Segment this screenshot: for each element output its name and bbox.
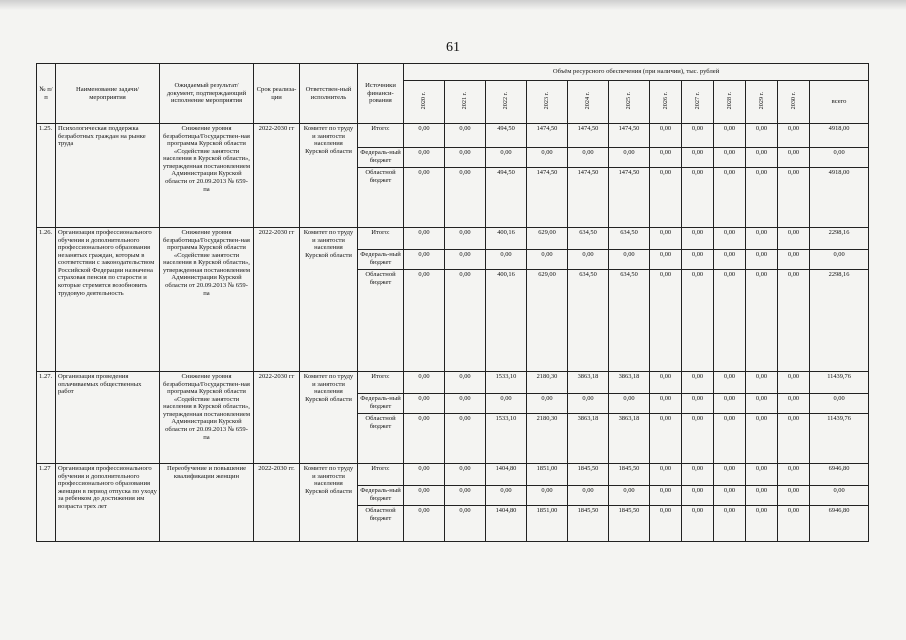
value-cell: 629,00 <box>527 270 568 372</box>
row-period: 2022-2030 гг <box>254 124 300 228</box>
value-cell: 0,00 <box>445 464 486 486</box>
value-cell: 0,00 <box>746 414 778 464</box>
value-cell: 0,00 <box>778 464 810 486</box>
value-cell: 0,00 <box>650 124 682 148</box>
row-executor: Комитет по труду и занятости населения Курской области <box>300 124 358 228</box>
value-cell: 0,00 <box>568 486 609 506</box>
header-year <box>568 81 609 124</box>
row-name: Психологическая поддержка безработных граждан на рынке труда <box>56 124 160 228</box>
value-cell: 0,00 <box>609 148 650 168</box>
value-cell: 0,00 <box>650 228 682 250</box>
header-year <box>778 81 810 124</box>
value-cell: 0,00 <box>778 228 810 250</box>
value-cell: 0,00 <box>445 250 486 270</box>
value-cell: 634,50 <box>568 228 609 250</box>
value-cell: 0,00 <box>486 486 527 506</box>
table-row <box>37 464 869 486</box>
value-cell: 2180,30 <box>527 372 568 394</box>
value-cell: 1474,50 <box>568 124 609 148</box>
value-cell: 629,00 <box>527 228 568 250</box>
header-row <box>37 64 869 81</box>
row-name: Организация проведения оплачиваемых общественных работ <box>56 372 160 464</box>
value-cell: 0,00 <box>778 414 810 464</box>
row-num: 1.27 <box>37 464 56 542</box>
value-cell: 0,00 <box>714 168 746 228</box>
value-cell: 0,00 <box>527 486 568 506</box>
header-source: Источники финанси-рования <box>358 64 404 124</box>
value-cell: 0,00 <box>746 464 778 486</box>
value-cell: 1533,10 <box>486 414 527 464</box>
value-cell: 1851,00 <box>527 506 568 542</box>
total-cell: 0,00 <box>810 486 869 506</box>
value-cell: 0,00 <box>682 414 714 464</box>
value-cell: 0,00 <box>682 270 714 372</box>
value-cell: 0,00 <box>404 168 445 228</box>
row-executor: Комитет по труду и занятости населения Курской области <box>300 372 358 464</box>
value-cell: 0,00 <box>714 250 746 270</box>
source-label: Федераль-ный бюджет <box>358 486 404 506</box>
value-cell: 1845,50 <box>568 464 609 486</box>
header-num: № п/п <box>37 64 56 124</box>
value-cell: 0,00 <box>445 148 486 168</box>
table-row <box>37 124 869 148</box>
value-cell: 1474,50 <box>568 168 609 228</box>
source-label: Федераль-ный бюджет <box>358 250 404 270</box>
value-cell: 0,00 <box>609 250 650 270</box>
row-result: Переобучение и повышение квалификации женщин <box>160 464 254 542</box>
value-cell: 0,00 <box>682 250 714 270</box>
value-cell: 0,00 <box>404 414 445 464</box>
value-cell: 1474,50 <box>609 124 650 148</box>
value-cell: 0,00 <box>778 124 810 148</box>
value-cell: 0,00 <box>404 486 445 506</box>
row-num: 1.26. <box>37 228 56 372</box>
total-cell: 4918,00 <box>810 168 869 228</box>
source-label: Итого: <box>358 372 404 394</box>
value-cell: 0,00 <box>714 228 746 250</box>
total-cell: 6946,80 <box>810 464 869 486</box>
value-cell: 0,00 <box>445 506 486 542</box>
value-cell: 0,00 <box>445 414 486 464</box>
value-cell: 494,50 <box>486 124 527 148</box>
row-name: Организация профессионального обучения и дополнительного профессионального образования женщин в период отпуска по уходу за ребенком до достижения им возраста трех лет <box>56 464 160 542</box>
value-cell: 0,00 <box>445 394 486 414</box>
row-num: 1.25. <box>37 124 56 228</box>
value-cell: 0,00 <box>650 168 682 228</box>
value-cell: 0,00 <box>568 148 609 168</box>
total-cell: 11439,76 <box>810 414 869 464</box>
value-cell: 0,00 <box>445 124 486 148</box>
value-cell: 3863,18 <box>568 414 609 464</box>
header-total: всего <box>810 81 869 124</box>
value-cell: 0,00 <box>568 394 609 414</box>
value-cell: 0,00 <box>778 148 810 168</box>
row-executor: Комитет по труду и занятости населения Курской области <box>300 228 358 372</box>
header-year-label: 2027 г. <box>693 92 701 110</box>
value-cell: 0,00 <box>714 464 746 486</box>
total-cell: 0,00 <box>810 250 869 270</box>
value-cell: 0,00 <box>778 250 810 270</box>
value-cell: 0,00 <box>682 506 714 542</box>
value-cell: 0,00 <box>682 486 714 506</box>
header-year <box>609 81 650 124</box>
value-cell: 400,16 <box>486 270 527 372</box>
value-cell: 0,00 <box>714 394 746 414</box>
value-cell: 0,00 <box>778 506 810 542</box>
value-cell: 3863,18 <box>609 372 650 394</box>
value-cell: 0,00 <box>746 394 778 414</box>
value-cell: 0,00 <box>486 394 527 414</box>
value-cell: 0,00 <box>527 394 568 414</box>
header-result: Ожидаемый результат/документ, подтверждающий исполнение мероприятия <box>160 64 254 124</box>
header-year <box>682 81 714 124</box>
resource-table <box>36 63 869 542</box>
value-cell: 0,00 <box>746 506 778 542</box>
header-year <box>486 81 527 124</box>
value-cell: 1845,50 <box>609 464 650 486</box>
table-row <box>37 228 869 250</box>
value-cell: 0,00 <box>404 250 445 270</box>
total-cell: 2298,16 <box>810 270 869 372</box>
value-cell: 0,00 <box>650 148 682 168</box>
value-cell: 0,00 <box>650 414 682 464</box>
source-label: Областной бюджет <box>358 270 404 372</box>
row-period: 2022-2030 гг. <box>254 464 300 542</box>
value-cell: 0,00 <box>650 464 682 486</box>
total-cell: 4918,00 <box>810 124 869 148</box>
header-year-label: 2030 г. <box>789 92 797 110</box>
value-cell: 0,00 <box>682 168 714 228</box>
source-label: Федераль-ный бюджет <box>358 394 404 414</box>
row-name: Организация профессионального обучения и дополнительного профессионального образования незанятых граждан, которым в соответствии с законодательством Российской Федерации назначена страховая пенсия по старости и которые стремятся возобновить трудовую деятельность <box>56 228 160 372</box>
value-cell: 0,00 <box>404 228 445 250</box>
value-cell: 0,00 <box>682 464 714 486</box>
value-cell: 0,00 <box>778 372 810 394</box>
value-cell: 0,00 <box>778 270 810 372</box>
row-period: 2022-2030 гг <box>254 228 300 372</box>
header-year <box>714 81 746 124</box>
value-cell: 0,00 <box>682 148 714 168</box>
header-year-label: 2024 г. <box>584 92 592 110</box>
value-cell: 0,00 <box>527 148 568 168</box>
value-cell: 1474,50 <box>527 124 568 148</box>
source-label: Итого: <box>358 228 404 250</box>
value-cell: 0,00 <box>404 506 445 542</box>
row-result: Снижение уровня безработицы/Государствен-ная программа Курской области «Содействие занятости населения в Курской области», утвержденная постановлением Администрации Курской области от 20.09.2013 № 659-па <box>160 124 254 228</box>
value-cell: 0,00 <box>445 168 486 228</box>
value-cell: 1404,80 <box>486 464 527 486</box>
table-body <box>37 124 869 542</box>
row-result: Снижение уровня безработицы/Государствен-ная программа Курской области «Содействие занятости населения в Курской области», утвержденная постановлением Администрации Курской области от 20.09.2013 № 659-па <box>160 372 254 464</box>
value-cell: 0,00 <box>404 270 445 372</box>
value-cell: 0,00 <box>445 486 486 506</box>
value-cell: 0,00 <box>445 228 486 250</box>
value-cell: 0,00 <box>746 124 778 148</box>
value-cell: 0,00 <box>746 228 778 250</box>
value-cell: 0,00 <box>404 394 445 414</box>
value-cell: 0,00 <box>778 168 810 228</box>
header-year <box>650 81 682 124</box>
value-cell: 1845,50 <box>568 506 609 542</box>
source-label: Областной бюджет <box>358 506 404 542</box>
value-cell: 0,00 <box>445 270 486 372</box>
value-cell: 0,00 <box>404 464 445 486</box>
value-cell: 0,00 <box>404 124 445 148</box>
value-cell: 0,00 <box>746 250 778 270</box>
value-cell: 0,00 <box>682 124 714 148</box>
value-cell: 0,00 <box>682 394 714 414</box>
value-cell: 0,00 <box>714 506 746 542</box>
value-cell: 634,50 <box>609 228 650 250</box>
row-result: Снижение уровня безработицы/Государствен-ная программа Курской области «Содействие занятости населения в Курской области», утвержденная постановлением Администрации Курской области от 20.09.2013 № 659-па <box>160 228 254 372</box>
value-cell: 0,00 <box>746 270 778 372</box>
value-cell: 0,00 <box>746 486 778 506</box>
value-cell: 1533,10 <box>486 372 527 394</box>
total-cell: 11439,76 <box>810 372 869 394</box>
header-year-label: 2023 г. <box>543 92 551 110</box>
total-cell: 0,00 <box>810 148 869 168</box>
header-year-label: 2022 г. <box>502 92 510 110</box>
value-cell: 2180,30 <box>527 414 568 464</box>
header-year-label: 2029 г. <box>757 92 765 110</box>
table-row <box>37 372 869 394</box>
page-number: 61 <box>446 40 460 55</box>
value-cell: 0,00 <box>650 486 682 506</box>
value-cell: 0,00 <box>714 124 746 148</box>
value-cell: 3863,18 <box>609 414 650 464</box>
value-cell: 0,00 <box>714 372 746 394</box>
header-year-label: 2026 г. <box>661 92 669 110</box>
value-cell: 0,00 <box>746 148 778 168</box>
value-cell: 0,00 <box>714 486 746 506</box>
value-cell: 0,00 <box>778 486 810 506</box>
value-cell: 0,00 <box>609 486 650 506</box>
source-label: Итого: <box>358 124 404 148</box>
header-year-label: 2021 г. <box>461 92 469 110</box>
row-num: 1.27. <box>37 372 56 464</box>
value-cell: 0,00 <box>609 394 650 414</box>
header-year <box>404 81 445 124</box>
value-cell: 0,00 <box>650 270 682 372</box>
value-cell: 1474,50 <box>527 168 568 228</box>
header-volume: Объём ресурсного обеспечения (при наличии), тыс. рублей <box>404 64 869 81</box>
header-name: Наименование задачи/мероприятия <box>56 64 160 124</box>
source-label: Федераль-ный бюджет <box>358 148 404 168</box>
value-cell: 1845,50 <box>609 506 650 542</box>
value-cell: 634,50 <box>568 270 609 372</box>
source-label: Областной бюджет <box>358 414 404 464</box>
value-cell: 0,00 <box>404 372 445 394</box>
row-executor: Комитет по труду и занятости населения Курской области <box>300 464 358 542</box>
value-cell: 3863,18 <box>568 372 609 394</box>
header-year-label: 2020 г. <box>420 92 428 110</box>
value-cell: 0,00 <box>568 250 609 270</box>
value-cell: 0,00 <box>445 372 486 394</box>
value-cell: 0,00 <box>714 414 746 464</box>
source-label: Областной бюджет <box>358 168 404 228</box>
total-cell: 0,00 <box>810 394 869 414</box>
total-cell: 2298,16 <box>810 228 869 250</box>
value-cell: 0,00 <box>714 148 746 168</box>
value-cell: 1404,80 <box>486 506 527 542</box>
value-cell: 0,00 <box>650 372 682 394</box>
value-cell: 0,00 <box>650 250 682 270</box>
value-cell: 494,50 <box>486 168 527 228</box>
value-cell: 0,00 <box>746 372 778 394</box>
value-cell: 634,50 <box>609 270 650 372</box>
header-year <box>746 81 778 124</box>
header-year-label: 2025 г. <box>625 92 633 110</box>
header-executor: Ответствен-ный исполнитель <box>300 64 358 124</box>
value-cell: 0,00 <box>486 250 527 270</box>
total-cell: 6946,80 <box>810 506 869 542</box>
value-cell: 1851,00 <box>527 464 568 486</box>
value-cell: 0,00 <box>650 506 682 542</box>
source-label: Итого: <box>358 464 404 486</box>
header-year <box>527 81 568 124</box>
value-cell: 1474,50 <box>609 168 650 228</box>
row-period: 2022-2030 гг <box>254 372 300 464</box>
scan-edge <box>0 0 906 10</box>
value-cell: 0,00 <box>778 394 810 414</box>
value-cell: 0,00 <box>650 394 682 414</box>
value-cell: 0,00 <box>746 168 778 228</box>
value-cell: 0,00 <box>527 250 568 270</box>
value-cell: 0,00 <box>682 372 714 394</box>
header-year-label: 2028 г. <box>725 92 733 110</box>
header-period: Срок реализа-ции <box>254 64 300 124</box>
value-cell: 400,16 <box>486 228 527 250</box>
value-cell: 0,00 <box>714 270 746 372</box>
value-cell: 0,00 <box>404 148 445 168</box>
value-cell: 0,00 <box>682 228 714 250</box>
value-cell: 0,00 <box>486 148 527 168</box>
header-year <box>445 81 486 124</box>
